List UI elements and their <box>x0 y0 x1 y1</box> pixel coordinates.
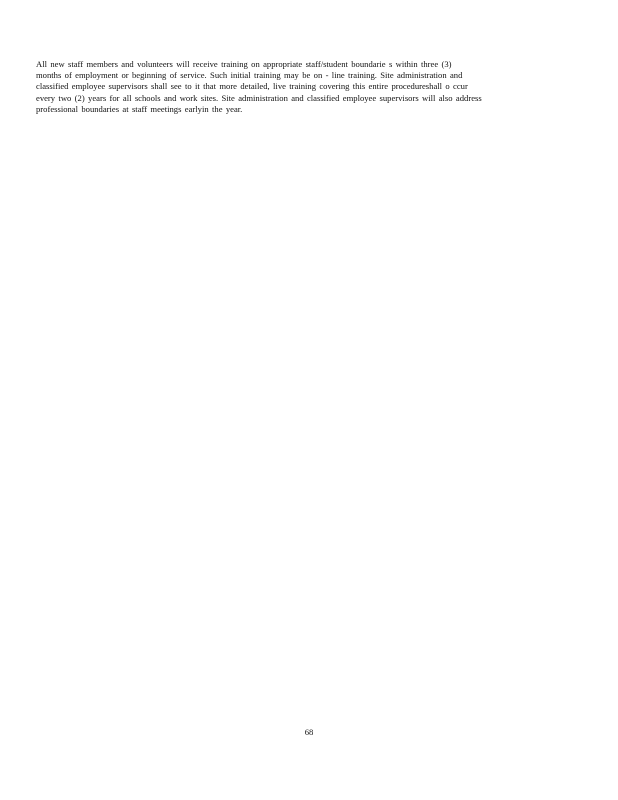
paragraph-line: All new staff members and volunteers will receive training on appropriate staff/student boundarie s within three (3) <box>36 59 452 69</box>
page-number: 68 <box>304 727 314 737</box>
paragraph-line: classified employee supervisors shall see to it that more detailed, live training covering this entire procedureshall o ccur <box>36 81 468 92</box>
training-paragraph <box>36 59 584 115</box>
paragraph-line: every two (2) years for all schools and work sites. Site administration and classified employee supervisors will also address <box>36 92 482 103</box>
paragraph-line: professional boundaries at staff meetings earlyin the year. <box>36 103 243 114</box>
paragraph-line: months of employment or beginning of service. Such initial training may be on - line training. Site administration and <box>36 70 463 81</box>
